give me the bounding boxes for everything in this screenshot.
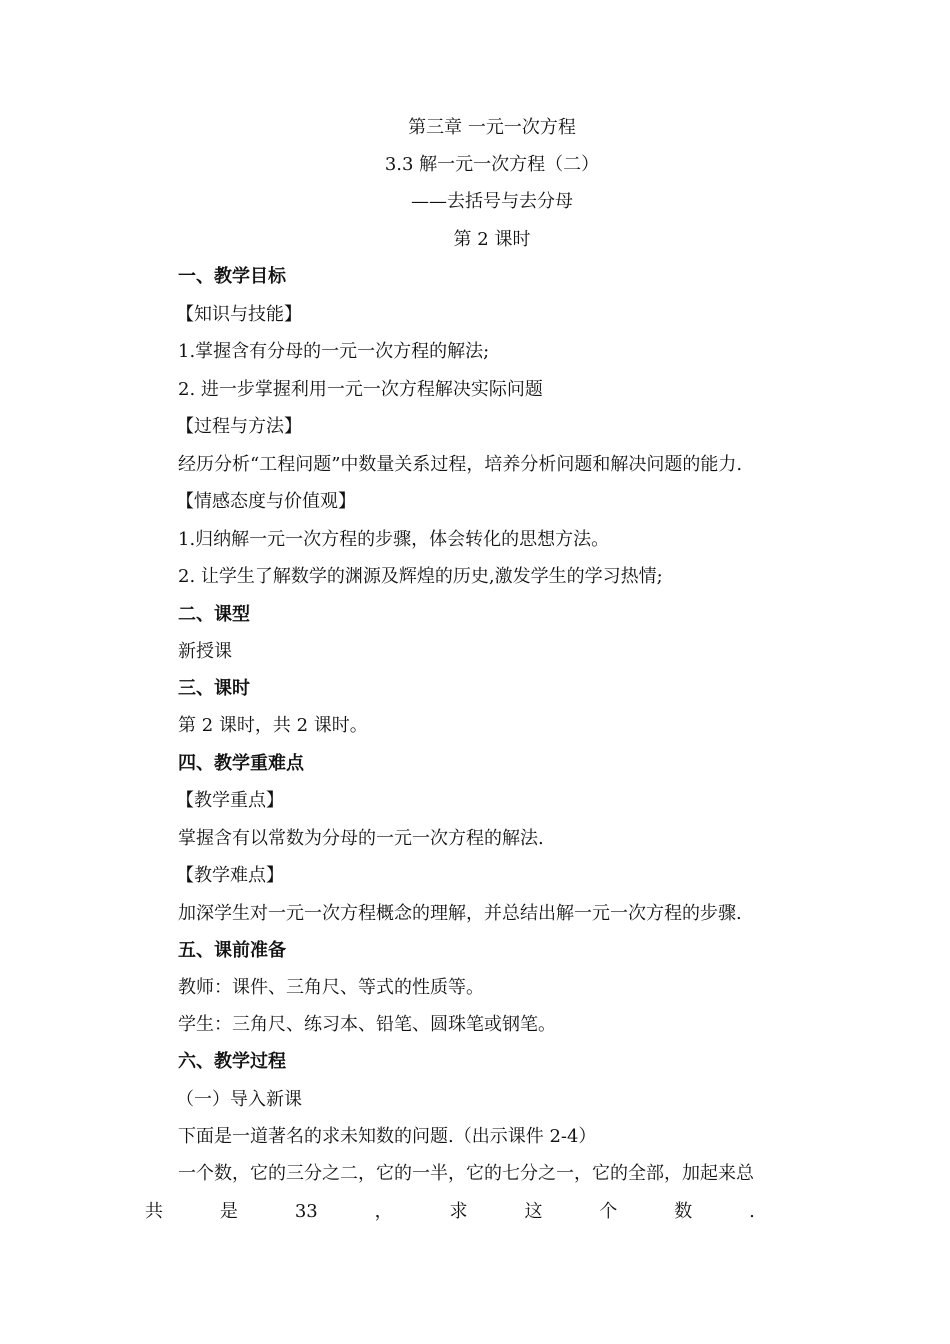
problem-token: ， [374, 1201, 393, 1222]
focus-text: 掌握含有以常数为分母的一元一次方程的解法. [178, 828, 544, 849]
class-hours-text: 第 2 课时，共 2 课时。 [178, 715, 368, 736]
label-difficulty: 【教学难点】 [176, 865, 284, 886]
knowledge-item-1: 1.掌握含有分母的一元一次方程的解法; [178, 341, 490, 362]
heading-lesson-type: 二、课型 [178, 604, 250, 625]
lesson-number: 第 2 课时 [453, 229, 531, 250]
problem-token: 是 [219, 1201, 238, 1222]
label-focus: 【教学重点】 [176, 790, 284, 811]
heading-preparation: 五、课前准备 [178, 940, 286, 961]
problem-token: 33 [294, 1201, 318, 1222]
attitude-item-1: 1.归纳解一元一次方程的步骤，体会转化的思想方法。 [178, 529, 610, 550]
problem-token: 求 [449, 1201, 468, 1222]
problem-token: 共 [145, 1201, 163, 1222]
heading-teaching-process: 六、教学过程 [178, 1051, 286, 1072]
label-knowledge: 【知识与技能】 [176, 304, 302, 325]
heading-goals: 一、教学目标 [178, 266, 286, 287]
preparation-teacher: 教师：课件、三角尺、等式的性质等。 [178, 977, 484, 998]
heading-class-hours: 三、课时 [178, 678, 250, 699]
heading-key-points: 四、教学重难点 [178, 753, 304, 774]
label-process-method: 【过程与方法】 [176, 416, 302, 437]
lesson-type-text: 新授课 [178, 641, 232, 662]
problem-line-2 [145, 1200, 755, 1224]
problem-token: 个 [599, 1201, 618, 1222]
intro-text: 下面是一道著名的求未知数的问题.（出示课件 2-4） [178, 1126, 597, 1147]
label-attitude: 【情感态度与价值观】 [176, 491, 356, 512]
preparation-student: 学生：三角尺、练习本、铅笔、圆珠笔或钢笔。 [178, 1014, 556, 1035]
difficulty-text: 加深学生对一元一次方程概念的理解，并总结出解一元一次方程的步骤. [178, 903, 742, 924]
problem-token: 这 [524, 1201, 543, 1222]
process-item-1: 经历分析“工程问题”中数量关系过程，培养分析问题和解决问题的能力. [178, 454, 743, 475]
problem-token: . [749, 1201, 755, 1222]
knowledge-item-2: 2. 进一步掌握利用一元一次方程解决实际问题 [178, 379, 543, 400]
problem-line-1: 一个数，它的三分之二，它的一半，它的七分之一，它的全部，加起来总 [178, 1163, 754, 1184]
problem-token: 数 [674, 1201, 693, 1222]
section-title: 3.3 解一元一次方程（二） [384, 154, 600, 175]
chapter-title: 第三章 一元一次方程 [408, 117, 576, 138]
attitude-item-2: 2. 让学生了解数学的渊源及辉煌的历史,激发学生的学习热情; [178, 566, 663, 587]
label-intro: （一）导入新课 [176, 1089, 302, 1110]
section-subtitle: ——去括号与去分母 [411, 191, 573, 212]
